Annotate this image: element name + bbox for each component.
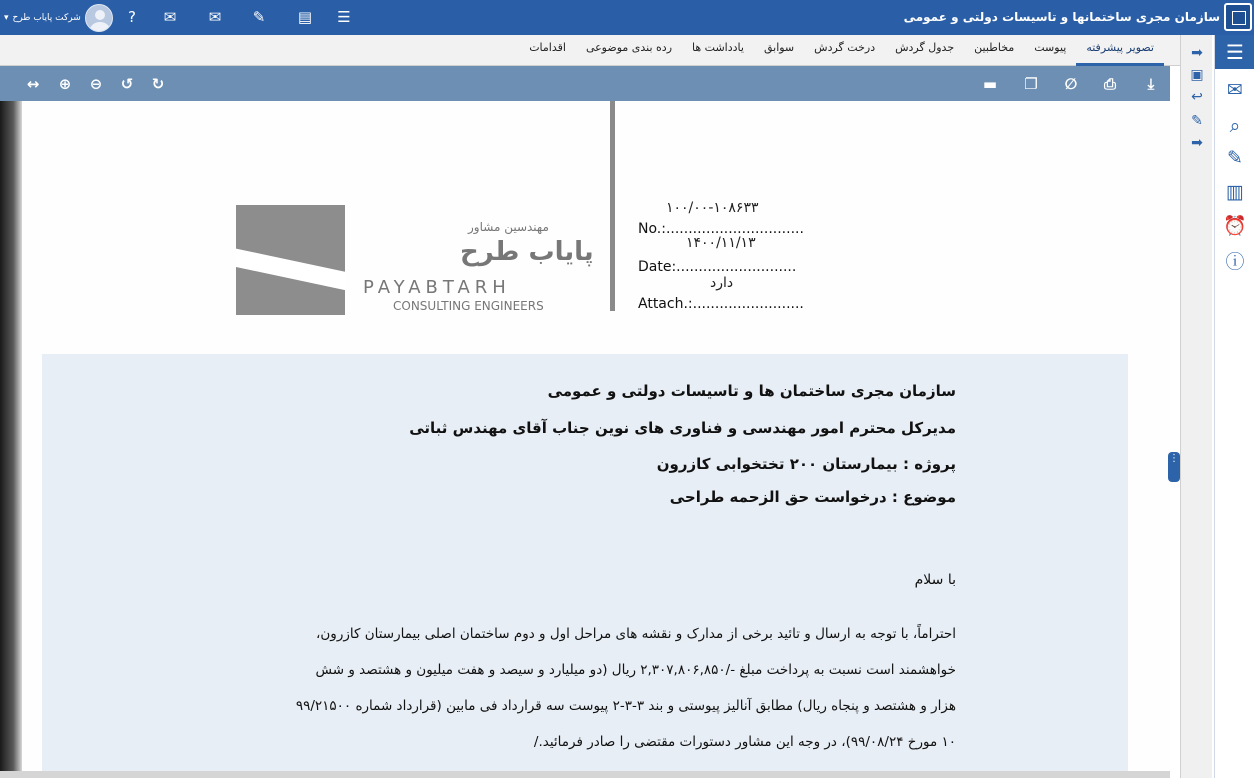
horizontal-scrollbar[interactable] [0,771,1170,778]
zoom-in-icon[interactable]: ⊕ [58,75,72,93]
search-letter-icon[interactable]: ⌕ [1229,115,1241,137]
list-icon[interactable]: ☰ [337,8,351,26]
tab-classification[interactable]: رده بندی موضوعی [585,41,673,54]
rotate-left-icon[interactable]: ↺ [120,75,134,93]
letter-date-value: ۱۴۰۰/۱۱/۱۳ [686,235,756,251]
help-icon[interactable]: ? [128,8,136,26]
scan-edge [0,101,22,778]
user-menu[interactable] [4,0,113,35]
info-icon[interactable]: ⓘ [1225,251,1245,273]
fit-width-icon[interactable]: ↔ [26,75,40,93]
inbox-icon[interactable]: ▤ [297,8,313,26]
tab-flow-table[interactable]: جدول گردش [895,41,955,54]
body-line-1: احتراماً، با توجه به ارسال و تائید برخی از مدارک و نقشه های مراحل اول و دوم ساختمان اصلی بیمارستان کازرون، [316,626,956,642]
compose-icon[interactable]: ✎ [252,8,266,26]
reply-icon[interactable]: ↩ [1191,89,1203,105]
letter-body-area [42,354,1128,778]
tab-notes[interactable]: یادداشت ها [692,41,744,54]
new-letter-icon[interactable]: ✉ [1227,79,1243,101]
send-doc-icon[interactable]: ▣ [1190,67,1204,83]
letterhead-divider [610,101,615,311]
mail-icon[interactable]: ✉ [163,8,177,26]
edit-doc-icon[interactable]: ✎ [1191,113,1203,129]
alarm-user-icon[interactable]: ⏰ [1223,215,1247,237]
letter-attach-value: دارد [710,275,734,291]
rotate-right-icon[interactable]: ↻ [151,75,165,93]
logo-subtitle-fa: مهندسین مشاور [468,220,549,234]
logo-name-en: PAYABTARH [363,277,511,298]
letter-number-value: ۱۰۰/۰۰-۱۰۸۶۳۳ [666,200,759,216]
forward-icon[interactable]: ➡ [1191,45,1203,61]
avatar[interactable] [85,4,113,32]
edit-letter-icon[interactable]: ✎ [1227,147,1243,169]
top-bar [0,0,1254,35]
tab-actions[interactable]: اقدامات [529,41,566,54]
scanner-icon[interactable]: ▬ [982,75,998,93]
tab-attachment[interactable]: پیوست [1034,41,1067,54]
print-icon[interactable]: ⎙ [1103,75,1116,93]
menu-icon[interactable]: ☰ [1215,35,1254,69]
logo-name-fa: پایاب طرح [460,237,594,267]
app-title: سازمان مجری ساختمانها و تاسیسات دولتی و عمومی [903,10,1220,24]
viewer-toolbar [0,66,1170,101]
tab-recipients[interactable]: مخاطبین [974,41,1015,54]
subject-line: موضوع : درخواست حق الزحمه طراحی [669,488,956,506]
logo-subtitle-en: CONSULTING ENGINEERS [393,299,544,313]
mail-open-icon[interactable]: ✉ [208,8,222,26]
letter-attach-label: Attach.:......................... [638,296,804,312]
download-icon[interactable]: ⤓ [1147,75,1155,93]
letter-date-label: Date:........................... [638,259,797,275]
body-line-3: هزار و هشتصد و پنجاه ریال) مطابق آنالیز پیوستی و بند ۳-۳-۲ پیوست سه قرارداد فی مابین (قرارداد شماره ۹۹/۲۱۵۰۰ [295,698,956,714]
salutation: با سلام [914,572,956,588]
contacts-book-icon[interactable]: ▥ [1226,181,1244,203]
chevron-down-icon[interactable]: ▾ [4,12,9,23]
copy-icon[interactable]: ❐ [1024,75,1038,93]
zoom-out-icon[interactable]: ⊖ [89,75,103,93]
tab-history[interactable]: سوابق [763,41,795,54]
project-line: پروژه : بیمارستان ۲۰۰ تختخوابی کازرون [656,455,956,473]
letter-number-label: No.:............................... [638,221,804,237]
tab-flow-tree[interactable]: درخت گردش [814,41,876,54]
recipient-org: سازمان مجری ساختمان ها و تاسیسات دولتی و عمومی [547,382,956,400]
recipient-person: مدیرکل محترم امور مهندسی و فناوری های نوین جناب آقای مهندس ثباتی [409,419,956,437]
body-line-4: ۱۰ مورخ ۹۹/۰۸/۲۴)، در وجه این مشاور دستورات مقتضی را صادر فرمائید./ [533,734,956,750]
tab-bar [0,35,1180,66]
paperclip-icon[interactable]: ∅ [1064,75,1078,93]
forward-2-icon[interactable]: ➡ [1191,135,1203,151]
user-name: شرکت پایاب طرح [12,12,81,23]
document-viewer[interactable] [0,101,1170,778]
body-line-2: خواهشمند است نسبت به پرداخت مبلغ -/۲,۳۰۷,۸۰۶,۸۵۰ ریال (دو میلیارد و سیصد و هفت میلیون و هشتصد و شش [315,662,956,678]
tab-advanced-image[interactable]: تصویر پیشرفته [1076,35,1164,66]
action-pane [1180,35,1212,778]
right-sidebar [1214,35,1254,778]
scanned-letter [18,101,1170,778]
panel-resize-handle[interactable]: ⋮ [1168,452,1180,482]
app-logo [1224,3,1252,31]
company-logo-mark [236,205,345,315]
